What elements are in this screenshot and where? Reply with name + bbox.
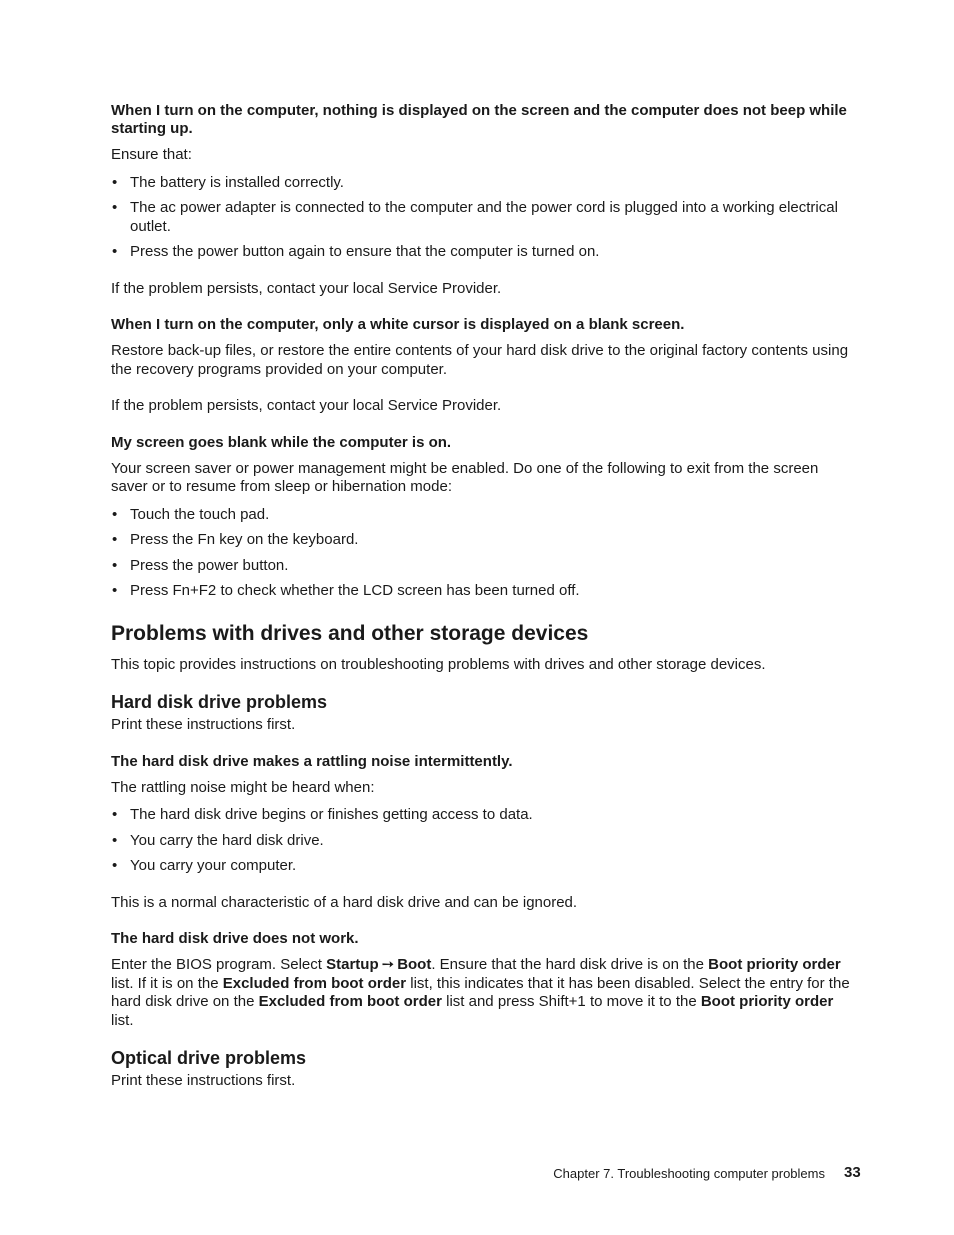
- section-intro: This topic provides instructions on troubleshooting problems with drives and other storage devices.: [111, 655, 766, 673]
- list-item: • Press the Fn key on the keyboard.: [111, 531, 856, 550]
- list-item: • Press Fn+F2 to check whether the LCD screen has been turned off.: [111, 582, 856, 601]
- rattling-list: [111, 806, 856, 876]
- normal-characteristic-text: This is a normal characteristic of a hard disk drive and can be ignored.: [111, 893, 578, 911]
- contact-provider-text: If the problem persists, contact your local Service Provider.: [111, 279, 502, 297]
- subsection-title-hdd: Hard disk drive problems: [111, 692, 328, 712]
- boot-priority-order-term: Boot priority order: [700, 993, 834, 1010]
- page-content: [111, 102, 856, 1100]
- list-item: • Press the power button.: [111, 557, 856, 576]
- section-title-drives: Problems with drives and other storage devices: [111, 621, 589, 645]
- question-white-cursor: When I turn on the computer, only a white cursor is displayed on a blank screen.: [111, 316, 685, 333]
- list-item: • The battery is installed correctly.: [111, 174, 856, 193]
- s1-checklist: [111, 174, 856, 262]
- subsection-title-optical: Optical drive problems: [111, 1048, 307, 1068]
- question-rattling-noise: The hard disk drive makes a rattling noise intermittently.: [111, 752, 513, 770]
- ensure-that-text: Ensure that:: [111, 146, 192, 163]
- page-footer: [0, 1164, 954, 1184]
- excluded-boot-order-term: Excluded from boot order: [258, 993, 442, 1010]
- page-number: 33: [844, 1164, 861, 1181]
- list-item: • Press the power button again to ensure that the computer is turned on.: [111, 243, 856, 262]
- list-item: • The hard disk drive begins or finishes getting access to data.: [111, 806, 856, 825]
- menu-startup: Startup: [326, 956, 379, 973]
- contact-provider-text: If the problem persists, contact your local Service Provider.: [111, 397, 502, 414]
- list-item: • You carry the hard disk drive.: [111, 832, 856, 851]
- restore-text: Restore back-up files, or restore the entire contents of your hard disk drive to the original factory contents using the recovery programs provided on your computer.: [111, 342, 849, 378]
- rattling-intro: The rattling noise might be heard when:: [111, 778, 375, 796]
- question-hdd-not-work: The hard disk drive does not work.: [111, 930, 359, 947]
- print-instructions-note: Print these instructions first.: [111, 1072, 296, 1089]
- question-no-display-no-beep: When I turn on the computer, nothing is displayed on the screen and the computer does not beep while starting up.: [111, 102, 847, 137]
- list-item: • Touch the touch pad.: [111, 506, 856, 525]
- arrow-icon: ➙: [381, 956, 395, 973]
- list-item: • You carry your computer.: [111, 857, 856, 876]
- boot-priority-order-term: Boot priority order: [708, 956, 841, 973]
- footer-chapter-title: Chapter 7. Troubleshooting computer problems: [553, 1166, 825, 1181]
- s3-actions-list: [111, 506, 856, 601]
- bios-instructions: Enter the BIOS program. Select Startup ➙ Boot. Ensure that the hard disk drive is on the Boot priority order list. If it is on the Excluded from boot order list, this indicates that it has been disabled. Select the entry for the hard disk drive on the Excluded from boot order list and press Shift+1 to move it to the Boot priority order list.: [111, 956, 850, 1029]
- excluded-boot-order-term: Excluded from boot order: [222, 974, 407, 992]
- screen-saver-text: Your screen saver or power management might be enabled. Do one of the following to exit from the screen saver or to resume from sleep or hibernation mode:: [111, 459, 819, 495]
- list-item: • The ac power adapter is connected to the computer and the power cord is plugged into a working electrical outlet.: [111, 199, 856, 236]
- menu-boot: Boot: [397, 956, 432, 973]
- question-screen-blank: My screen goes blank while the computer is on.: [111, 433, 452, 451]
- print-instructions-note: Print these instructions first.: [111, 716, 296, 733]
